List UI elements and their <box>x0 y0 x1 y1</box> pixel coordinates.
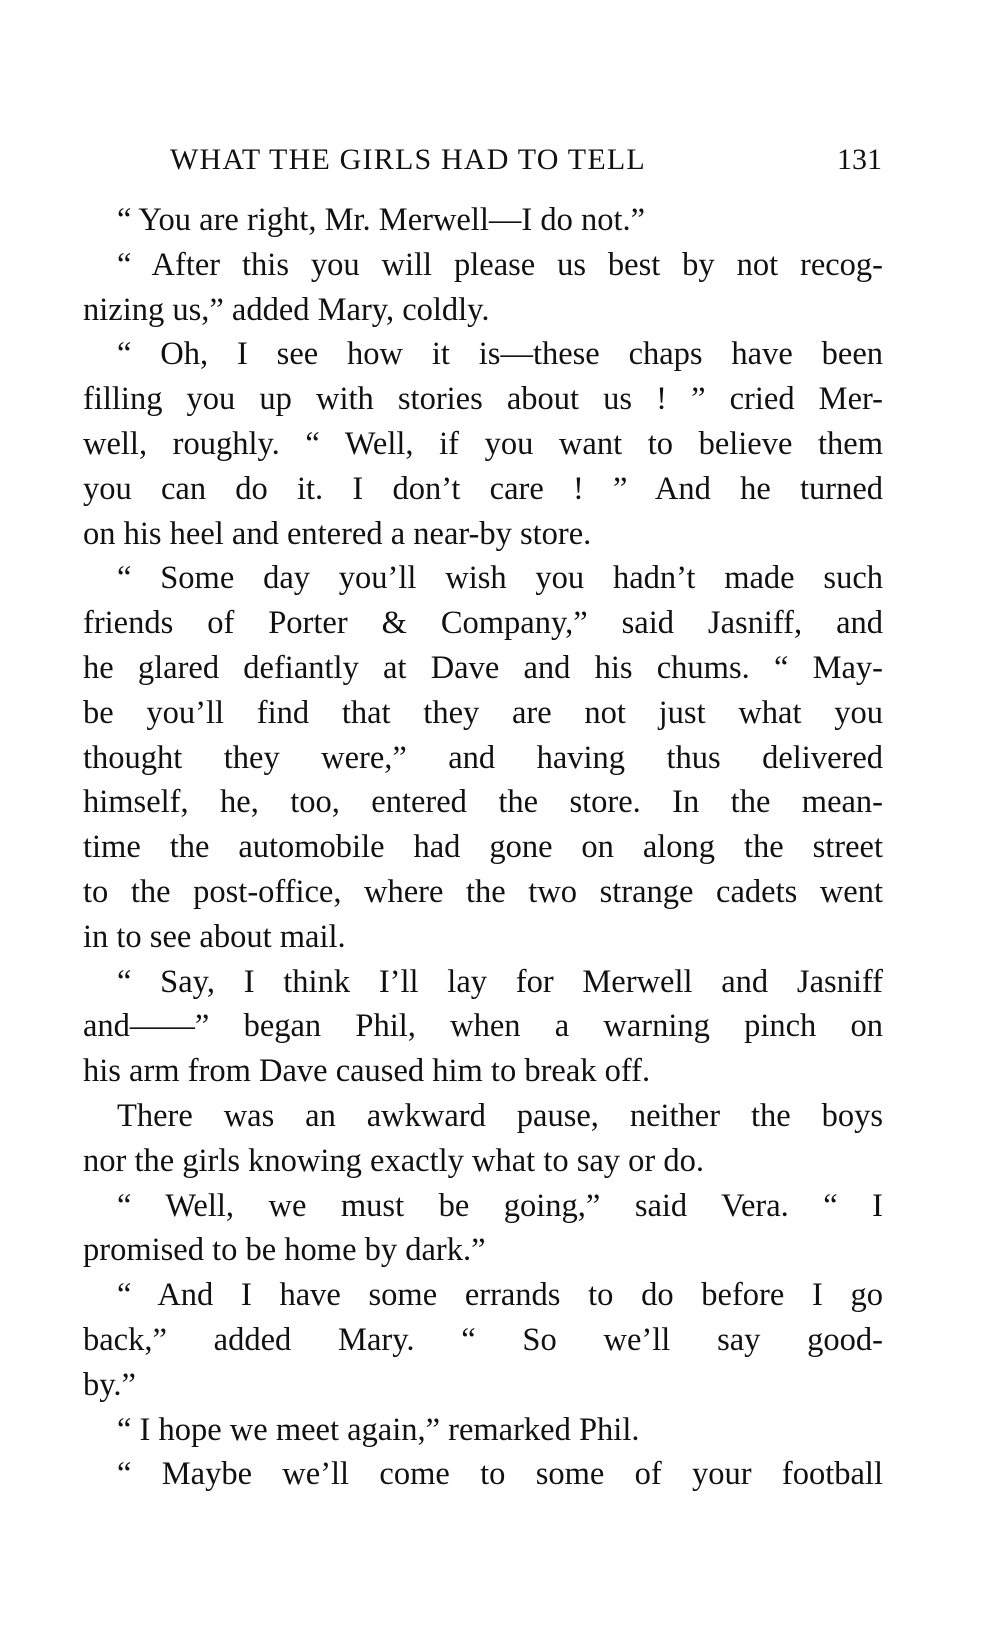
text-line: promised to be home by dark.” <box>83 1232 486 1269</box>
text-line: “ You are right, Mr. Merwell—I do not.” <box>117 202 646 238</box>
text-line: “ Some day you’ll wish you hadn’t made such <box>117 560 883 597</box>
text-line: filling you up with stories about us ! ” cried Mer- <box>83 381 883 418</box>
text-line: back,” added Mary. “ So we’ll say good- <box>83 1321 883 1358</box>
text-line: thought they were,” and having thus delivered <box>83 739 883 776</box>
text-line: “ I hope we meet again,” remarked Phil. <box>117 1411 640 1448</box>
text-line: and——” began Phil, when a warning pinch on <box>83 1008 883 1045</box>
text-line: friends of Porter & Company,” said Jasniff, and <box>83 605 883 642</box>
text-line: nor the girls knowing exactly what to say or do. <box>83 1142 704 1179</box>
text-line: he glared defiantly at Dave and his chums. “ May- <box>83 649 883 686</box>
text-line: “ Maybe we’ll come to some of your football <box>117 1456 883 1493</box>
text-line: in to see about mail. <box>83 918 346 955</box>
text-line: be you’ll find that they are not just what you <box>83 694 883 731</box>
text-line: “ After this you will please us best by not recog- <box>117 246 883 283</box>
text-line: “ Well, we must be going,” said Vera. “ I <box>117 1187 883 1224</box>
text-line: nizing us,” added Mary, coldly. <box>83 291 490 328</box>
running-header <box>170 140 882 180</box>
text-line: himself, he, too, entered the store. In the mean- <box>83 784 883 821</box>
text-line: time the automobile had gone on along the street <box>83 829 883 866</box>
text-line: well, roughly. “ Well, if you want to believe them <box>83 425 883 462</box>
text-line: his arm from Dave caused him to break off. <box>83 1053 651 1090</box>
running-title: WHAT THE GIRLS HAD TO TELL <box>170 143 646 176</box>
text-line: There was an awkward pause, neither the boys <box>117 1097 883 1134</box>
text-line: to the post-office, where the two strange cadets went <box>83 873 883 910</box>
text-line: “ Oh, I see how it is—these chaps have been <box>117 336 883 373</box>
page-number: 131 <box>837 143 882 176</box>
text-line: you can do it. I don’t care ! ” And he turned <box>83 470 883 507</box>
text-line: “ And I have some errands to do before I go <box>117 1277 883 1314</box>
text-line: on his heel and entered a near-by store. <box>83 515 592 552</box>
text-line: “ Say, I think I’ll lay for Merwell and Jasniff <box>117 963 883 1000</box>
body-text <box>83 198 883 1497</box>
text-line: by.” <box>83 1366 136 1403</box>
